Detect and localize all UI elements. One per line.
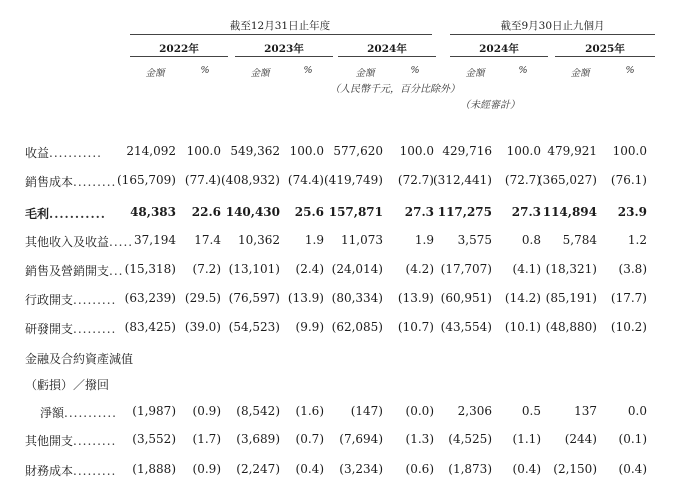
cell-amount-2025-nine: (365,027) — [538, 173, 597, 187]
cell-pct-2025-nine: 100.0 — [612, 144, 647, 158]
row-label — [25, 432, 116, 449]
cell-pct-2024-full: 27.3 — [404, 205, 434, 219]
cell-pct-2024-full: (1.3) — [405, 432, 434, 446]
cell-pct-2023: (74.4) — [287, 173, 324, 187]
leader-dots: ......... — [73, 293, 117, 307]
cell-amount-2024-full: (419,749) — [324, 173, 383, 187]
cell-amount-2022: 214,092 — [126, 144, 176, 158]
cell-amount-2023: (76,597) — [228, 291, 280, 305]
cell-amount-2023: (3,689) — [236, 432, 280, 446]
cell-pct-2022: 100.0 — [186, 144, 221, 158]
year-rule-2022 — [130, 56, 228, 57]
unit-note: （人民幣千元，百分比除外） — [330, 84, 460, 95]
cell-amount-2024-nine: (312,441) — [433, 173, 492, 187]
cell-pct-2025-nine: 1.2 — [627, 233, 647, 247]
cell-amount-2024-full: (24,014) — [331, 262, 383, 276]
cell-amount-2025-nine: (2,150) — [553, 462, 597, 476]
year-rule-2023 — [235, 56, 333, 57]
amount-label-2024-nine: 金額 — [465, 68, 485, 79]
leader-dots: ........... — [49, 146, 102, 160]
leader-dots: ......... — [73, 322, 117, 336]
cell-pct-2025-nine: 0.0 — [627, 404, 647, 418]
row-label — [25, 291, 116, 308]
cell-pct-2024-nine: (0.4) — [512, 462, 541, 476]
unaudited-note: （未經審計） — [460, 100, 520, 111]
row-label-text: 銷售成本 — [25, 175, 74, 189]
row-label-text: 其他開支 — [25, 434, 74, 448]
year-rule-2024-full — [338, 56, 436, 57]
cell-amount-2022: (15,318) — [124, 262, 176, 276]
row-label-text: 銷售及營銷開支 — [25, 264, 110, 278]
cell-amount-2024-nine: (43,554) — [440, 320, 492, 334]
cell-pct-2024-nine: (1.1) — [512, 432, 541, 446]
cell-pct-2024-nine: 0.5 — [521, 404, 541, 418]
cell-amount-2025-nine: (244) — [564, 432, 597, 446]
row-label-text: 淨額 — [40, 406, 65, 420]
cell-amount-2023: 549,362 — [230, 144, 280, 158]
cell-amount-2025-nine: (48,880) — [545, 320, 597, 334]
cell-pct-2022: (0.9) — [192, 462, 221, 476]
cell-amount-2022: (165,709) — [117, 173, 176, 187]
header-rule-nine-months — [450, 34, 655, 35]
cell-pct-2025-nine: (76.1) — [610, 173, 647, 187]
cell-pct-2022: (29.5) — [184, 291, 221, 305]
cell-amount-2024-full: (3,234) — [339, 462, 383, 476]
cell-amount-2022: 37,194 — [134, 233, 176, 247]
leader-dots: ..... — [109, 235, 134, 249]
cell-pct-2024-nine: 100.0 — [506, 144, 541, 158]
cell-amount-2022: (1,888) — [132, 462, 176, 476]
cell-pct-2023: (9.9) — [295, 320, 324, 334]
cell-pct-2024-nine: (14.2) — [504, 291, 541, 305]
row-label-text: 其他收入及收益 — [25, 235, 110, 249]
cell-pct-2024-nine: 27.3 — [511, 205, 541, 219]
amount-label-2025-nine: 金額 — [570, 68, 590, 79]
row-label-text: 金融及合約資產減值 — [25, 352, 134, 366]
pct-label-2025-nine: % — [625, 65, 635, 76]
cell-amount-2023: (408,932) — [221, 173, 280, 187]
pct-label-2022: % — [200, 65, 210, 76]
cell-amount-2023: (13,101) — [228, 262, 280, 276]
year-2022: 2022年 — [159, 43, 199, 55]
row-label-text: 財務成本 — [25, 464, 74, 478]
cell-amount-2024-full: (80,334) — [331, 291, 383, 305]
cell-amount-2023: (2,247) — [236, 462, 280, 476]
cell-pct-2025-nine: (3.8) — [618, 262, 647, 276]
cell-pct-2025-nine: (10.2) — [610, 320, 647, 334]
cell-pct-2022: (0.9) — [192, 404, 221, 418]
leader-dots: ... — [109, 264, 124, 278]
cell-amount-2024-full: (147) — [350, 404, 383, 418]
row-label — [25, 173, 116, 190]
cell-amount-2022: (83,425) — [124, 320, 176, 334]
row-label — [25, 462, 116, 479]
amount-label-2024-full: 金額 — [355, 68, 375, 79]
leader-dots: ........... — [49, 207, 106, 221]
cell-pct-2023: 25.6 — [294, 205, 324, 219]
cell-pct-2022: (1.7) — [192, 432, 221, 446]
year-2024-full: 2024年 — [367, 43, 407, 55]
cell-pct-2023: (0.7) — [295, 432, 324, 446]
row-label-text: 收益 — [25, 146, 50, 160]
pct-label-2023: % — [303, 65, 313, 76]
cell-amount-2024-full: (7,694) — [339, 432, 383, 446]
amount-label-2022: 金額 — [145, 68, 165, 79]
row-label — [25, 233, 133, 250]
leader-dots: ........... — [64, 406, 117, 420]
row-label-text: 研發開支 — [25, 322, 74, 336]
row-label — [25, 350, 133, 367]
cell-pct-2023: (1.6) — [295, 404, 324, 418]
leader-dots: ......... — [73, 175, 117, 189]
year-rule-2024-nine — [450, 56, 548, 57]
cell-amount-2024-nine: 117,275 — [437, 205, 492, 219]
leader-dots: ......... — [73, 464, 117, 478]
row-label — [25, 376, 109, 393]
row-label — [25, 262, 123, 279]
row-label — [25, 320, 116, 337]
cell-pct-2023: 1.9 — [304, 233, 324, 247]
cell-pct-2024-nine: (4.1) — [512, 262, 541, 276]
cell-pct-2022: (77.4) — [184, 173, 221, 187]
cell-pct-2022: 22.6 — [191, 205, 221, 219]
pct-label-2024-full: % — [410, 65, 420, 76]
cell-amount-2024-nine: 3,575 — [457, 233, 492, 247]
cell-amount-2022: 48,383 — [130, 205, 176, 219]
cell-pct-2024-full: (0.0) — [405, 404, 434, 418]
cell-amount-2023: 140,430 — [225, 205, 280, 219]
cell-pct-2024-full: (4.2) — [405, 262, 434, 276]
cell-amount-2024-nine: (60,951) — [440, 291, 492, 305]
header-group-nine-months: 截至9月30日止九個月 — [500, 20, 605, 32]
cell-pct-2024-full: (0.6) — [405, 462, 434, 476]
cell-amount-2025-nine: 5,784 — [562, 233, 597, 247]
cell-pct-2024-nine: (10.1) — [504, 320, 541, 334]
cell-pct-2022: 17.4 — [194, 233, 221, 247]
cell-pct-2025-nine: 23.9 — [617, 205, 647, 219]
cell-amount-2023: 10,362 — [238, 233, 280, 247]
cell-amount-2024-full: 11,073 — [341, 233, 383, 247]
pct-label-2024-nine: % — [518, 65, 528, 76]
year-2023: 2023年 — [264, 43, 304, 55]
row-label — [25, 144, 102, 161]
cell-pct-2024-full: (72.7) — [397, 173, 434, 187]
cell-pct-2024-full: (10.7) — [397, 320, 434, 334]
leader-dots: ......... — [73, 434, 117, 448]
cell-amount-2025-nine: 479,921 — [547, 144, 597, 158]
cell-pct-2024-full: (13.9) — [397, 291, 434, 305]
cell-pct-2023: 100.0 — [289, 144, 324, 158]
year-2025-nine: 2025年 — [585, 43, 625, 55]
cell-amount-2025-nine: (85,191) — [545, 291, 597, 305]
cell-amount-2023: (8,542) — [236, 404, 280, 418]
cell-pct-2023: (13.9) — [287, 291, 324, 305]
cell-pct-2024-nine: (72.7) — [504, 173, 541, 187]
header-group-year-end: 截至12月31日止年度 — [229, 20, 331, 32]
cell-pct-2024-nine: 0.8 — [521, 233, 541, 247]
cell-amount-2024-full: 157,871 — [328, 205, 383, 219]
cell-pct-2025-nine: (0.4) — [618, 462, 647, 476]
row-label — [25, 205, 106, 222]
cell-amount-2022: (3,552) — [132, 432, 176, 446]
cell-amount-2024-nine: (4,525) — [448, 432, 492, 446]
cell-amount-2022: (1,987) — [132, 404, 176, 418]
cell-amount-2024-nine: (1,873) — [448, 462, 492, 476]
cell-pct-2023: (0.4) — [295, 462, 324, 476]
cell-amount-2025-nine: (18,321) — [545, 262, 597, 276]
row-label-text: 行政開支 — [25, 293, 74, 307]
row-label-text: （虧損）／撥回 — [25, 378, 110, 392]
cell-amount-2025-nine: 137 — [574, 404, 597, 418]
cell-amount-2024-nine: (17,707) — [440, 262, 492, 276]
cell-amount-2024-full: 577,620 — [333, 144, 383, 158]
cell-amount-2025-nine: 114,894 — [542, 205, 597, 219]
cell-pct-2022: (39.0) — [184, 320, 221, 334]
cell-amount-2024-full: (62,085) — [331, 320, 383, 334]
cell-pct-2025-nine: (0.1) — [618, 432, 647, 446]
row-label — [40, 404, 117, 421]
row-label-text: 毛利 — [25, 207, 50, 221]
year-rule-2025-nine — [555, 56, 655, 57]
cell-pct-2023: (2.4) — [295, 262, 324, 276]
cell-amount-2024-nine: 2,306 — [457, 404, 492, 418]
header-rule-year-end — [130, 34, 432, 35]
cell-pct-2024-full: 100.0 — [399, 144, 434, 158]
cell-pct-2024-full: 1.9 — [414, 233, 434, 247]
amount-label-2023: 金額 — [250, 68, 270, 79]
cell-amount-2024-nine: 429,716 — [442, 144, 492, 158]
cell-pct-2022: (7.2) — [192, 262, 221, 276]
year-2024-nine: 2024年 — [479, 43, 519, 55]
cell-amount-2022: (63,239) — [124, 291, 176, 305]
cell-amount-2023: (54,523) — [228, 320, 280, 334]
cell-pct-2025-nine: (17.7) — [610, 291, 647, 305]
